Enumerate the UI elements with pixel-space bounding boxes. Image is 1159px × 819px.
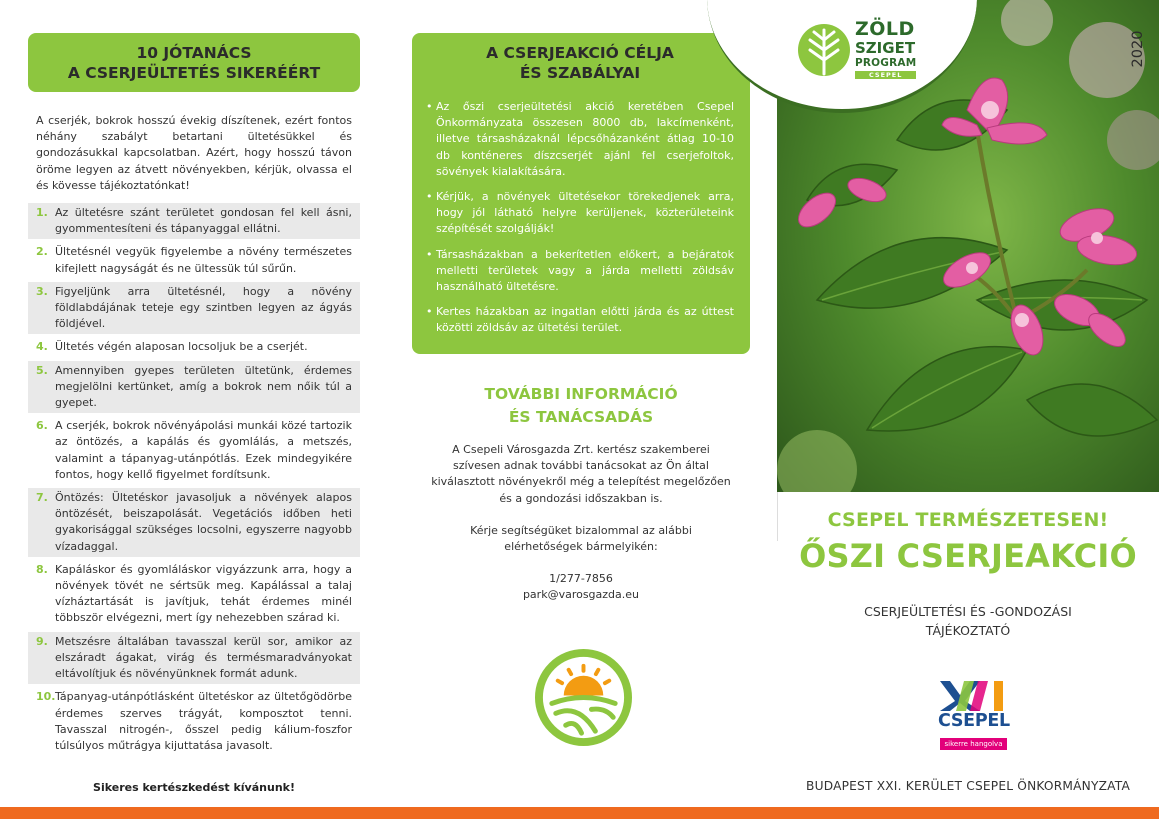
tips-intro: A cserjék, bokrok hosszú évekig díszítenek, ezért fontos néhány szabályt betartani ültetésükkel és gondozásukkal kapcsolatban. Azért, hogy hosszú távon öröme legyen az átvett növényekben, kérjük, olvassa el és kövesse tájékoztatónkat! xyxy=(36,114,352,192)
info-title-line1: TOVÁBBI INFORMÁCIÓ xyxy=(484,385,678,403)
info-line: Kérje segítségüket bizalommal az alábbi xyxy=(470,523,692,537)
tip-number: 2. xyxy=(36,245,48,259)
tip-text: A cserjék, bokrok növényápolási munkái közé tartozik az öntözés, a kapálás és gyomlálás, a metszés, valamint a tápanyag-utánpótlás. Ezek mindegyikére fontos, hogy kellő figyelmet fordítsunk. xyxy=(55,419,352,481)
tip-item xyxy=(28,337,360,357)
info-line: elérhetőségek bármelyikén: xyxy=(504,540,658,554)
tip-text: Kapáláskor és gyomláláskor vigyázzunk arra, hogy a növények tövét ne sértsük meg. Kapálással a talaj vízháztartását is javítjuk, tehát érdemes minél többször elvégezni, mert így nehezebben szárad ki. xyxy=(55,562,352,625)
bullet-icon: • xyxy=(426,190,433,204)
tip-number: 3. xyxy=(36,284,48,298)
rule-text: Társasházakban a bekerítetlen előkert, a bejáratok melletti területek vagy a járda melletti zöldsáv használható ültetésre. xyxy=(436,247,734,294)
rules-title xyxy=(426,43,734,83)
info-title xyxy=(412,383,750,429)
rules-column xyxy=(412,33,750,604)
rules-list xyxy=(426,99,734,337)
tips-list xyxy=(28,203,360,756)
tips-header-line2: A CSERJEÜLTETÉS SIKERÉÉRT xyxy=(67,64,321,82)
info-title-line2: ÉS TANÁCSADÁS xyxy=(508,408,654,426)
tip-number: 1. xyxy=(36,206,48,220)
zold-line1: ZÖLD xyxy=(855,18,915,40)
email-link[interactable]: park@varosgazda.eu xyxy=(522,588,640,602)
description-line1: CSERJEÜLTETÉSI ÉS -GONDOZÁSI xyxy=(864,604,1072,619)
description-line2: TÁJÉKOZTATÓ xyxy=(925,623,1011,638)
info-line: kiválasztott növényekről még a telepítést megelőzően xyxy=(431,475,731,489)
zold-line2: SZIGET xyxy=(855,39,916,57)
tips-column xyxy=(28,33,360,794)
tip-item xyxy=(28,416,360,485)
info-line: A Csepeli Városgazda Zrt. kertész szakemberei xyxy=(452,443,710,456)
tip-item xyxy=(28,361,360,414)
footer-organization: BUDAPEST XXI. KERÜLET CSEPEL ÖNKORMÁNYZATA xyxy=(806,779,1130,793)
tip-item xyxy=(28,203,360,239)
tip-text: Ültetésnél vegyük figyelembe a növény természetes kifejlett nagyságát és ne ültessük túl sűrűn. xyxy=(55,245,352,275)
tip-item xyxy=(28,242,360,278)
tip-number: 6. xyxy=(36,419,48,433)
closing-wish: Sikeres kertészkedést kívánunk! xyxy=(93,781,295,795)
tip-item xyxy=(28,632,360,685)
tip-text: Amennyiben gyepes területen ültetünk, érdemes megjelölni kertünket, amíg a bokrok nem nőik túl a gyepet. xyxy=(55,363,352,410)
orange-bottom-bar xyxy=(0,807,1159,819)
rules-title-line1: A CSERJEAKCIÓ CÉLJA xyxy=(486,44,674,62)
tip-item xyxy=(28,560,360,629)
rule-item xyxy=(426,247,734,296)
tip-number: 4. xyxy=(36,340,48,354)
rule-text: Az őszi cserjeültetési akció keretében Csepel Önkormányzata összesen 8000 db, lakcímenként, illetve társasházaknál lépcsőházanként átlag 10-10 db konténeres díszcserjét ajánl fel cserjefoltok, sövények kialakítására. xyxy=(436,100,734,178)
zold-sziget-wordmark xyxy=(855,20,916,79)
cover-column xyxy=(777,0,1159,819)
tip-number: 7. xyxy=(36,491,48,505)
tip-item xyxy=(28,687,360,756)
tips-header-line1: 10 JÓTANÁCS xyxy=(136,44,252,62)
rule-text: Kertes házakban az ingatlan előtti járda és az úttest közötti zöldsáv az ültetési terület. xyxy=(436,305,734,335)
tip-item xyxy=(28,282,360,335)
xxi-logo-slogan: sikerre hangolva xyxy=(940,738,1007,750)
description xyxy=(777,602,1159,640)
info-line: és a gondozási időszakban is. xyxy=(499,491,663,505)
sun-over-fields-icon xyxy=(534,648,633,747)
tip-text: Tápanyag-utánpótlásként ültetéskor az ültetőgödörbe érdemes szerves trágyát, komposztot tenni. Tavasszal nitrogén-, ősszel pedig kálium-foszfor túlsúlyos műtrágya kijuttatása javasolt. xyxy=(55,690,352,752)
year-text: 2020 xyxy=(1130,30,1146,68)
rules-title-line2: ÉS SZABÁLYAI xyxy=(519,64,641,82)
tip-number: 10. xyxy=(36,690,56,704)
tip-number: 5. xyxy=(36,363,48,377)
xxi-logo-name: CSEPEL xyxy=(938,711,1010,731)
bullet-icon: • xyxy=(426,305,433,319)
sub-headline: CSEPEL TERMÉSZETESEN! xyxy=(827,509,1109,531)
tip-text: Öntözés: Ültetéskor javasoljuk a növények alapos öntözését, beiszapolását. Vegetációs időben heti gyakorisággal szükséges locsolni, egyszerre nagyobb vízadaggal. xyxy=(55,491,352,553)
rule-item xyxy=(426,99,734,180)
bullet-icon: • xyxy=(426,247,433,261)
zold-line3: PROGRAM xyxy=(855,57,917,69)
zold-line4: CSEPEL xyxy=(855,71,916,80)
tip-number: 9. xyxy=(36,634,48,648)
rule-text: Kérjük, a növények ültetésekor törekedjenek arra, hogy jól látható helyre kerüljenek, közterületeink szépítését szolgálják! xyxy=(436,190,734,236)
rules-box xyxy=(412,33,750,354)
rule-item xyxy=(426,189,734,238)
tip-text: Ültetés végén alaposan locsoljuk be a cserjét. xyxy=(55,340,308,354)
phone-number[interactable]: 1/277-7856 xyxy=(549,572,613,586)
bullet-icon: • xyxy=(426,100,433,113)
tip-number: 8. xyxy=(36,562,48,576)
tips-header xyxy=(28,33,360,92)
tip-text: Metszésre általában tavasszal kerül sor, amikor az elszáradt ágakat, virág és termésmaradványokat eltávolítjuk és növényünknek formát adunk. xyxy=(55,634,352,681)
tip-text: Az ültetésre szánt területet gondosan fel kell ásni, gyommentesíteni és tápanyaggal ellátni. xyxy=(55,206,352,236)
info-line: szívesen adnak további tanácsokat az Ön által xyxy=(453,459,709,473)
rule-item xyxy=(426,304,734,336)
year-label xyxy=(1128,22,1150,78)
headline: ŐSZI CSERJEAKCIÓ xyxy=(799,537,1137,575)
tip-text: Figyeljünk arra ültetésnél, hogy a növény földlabdájának teteje egy szintben legyen az ágyás földjével. xyxy=(55,284,352,331)
tip-item xyxy=(28,488,360,557)
info-body xyxy=(412,442,750,604)
